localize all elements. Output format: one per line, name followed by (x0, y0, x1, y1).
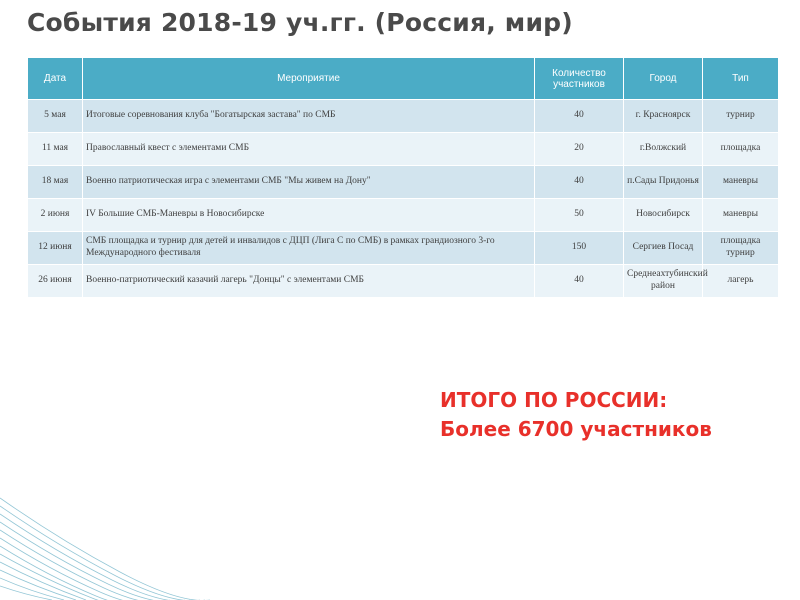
cell-event: Православный квест с элементами СМБ (83, 133, 535, 166)
slide-title: События 2018-19 уч.гг. (Россия, мир) (27, 8, 573, 37)
cell-event: СМБ площадка и турнир для детей и инвалидов с ДЦП (Лига С по СМБ) в рамках грандиозного 3-го Международного фестиваля (83, 232, 535, 265)
cell-city: Среднеахтубинский район (624, 265, 703, 298)
cell-city: п.Сады Придонья (624, 166, 703, 199)
decorative-wave-lines (0, 480, 210, 600)
header-count: Количество участников (535, 58, 624, 100)
table-row (28, 265, 779, 298)
cell-count: 150 (535, 232, 624, 265)
table-row (28, 133, 779, 166)
cell-event: Итоговые соревнования клуба "Богатырская застава" по СМБ (83, 100, 535, 133)
cell-date: 2 июня (28, 199, 83, 232)
cell-date: 12 июня (28, 232, 83, 265)
table-row (28, 100, 779, 133)
cell-date: 26 июня (28, 265, 83, 298)
summary-total: Более 6700 участников (440, 417, 712, 441)
events-table (27, 57, 779, 298)
cell-city: г. Красноярск (624, 100, 703, 133)
table-row (28, 232, 779, 265)
summary-heading: ИТОГО ПО РОССИИ: (440, 388, 668, 412)
cell-count: 20 (535, 133, 624, 166)
cell-event: Военно патриотическая игра с элементами СМБ "Мы живем на Дону" (83, 166, 535, 199)
cell-date: 18 мая (28, 166, 83, 199)
header-date: Дата (28, 58, 83, 100)
cell-type: площадка турнир (703, 232, 779, 265)
header-city: Город (624, 58, 703, 100)
cell-type: маневры (703, 166, 779, 199)
cell-count: 40 (535, 166, 624, 199)
cell-count: 50 (535, 199, 624, 232)
cell-city: Сергиев Посад (624, 232, 703, 265)
cell-city: Новосибирск (624, 199, 703, 232)
cell-type: лагерь (703, 265, 779, 298)
cell-type: турнир (703, 100, 779, 133)
cell-date: 11 мая (28, 133, 83, 166)
summary-block (440, 386, 712, 444)
table-row (28, 199, 779, 232)
table-header-row (28, 58, 779, 100)
cell-event: IV Большие СМБ-Маневры в Новосибирске (83, 199, 535, 232)
cell-count: 40 (535, 265, 624, 298)
cell-count: 40 (535, 100, 624, 133)
header-event: Мероприятие (83, 58, 535, 100)
header-type: Тип (703, 58, 779, 100)
table-row (28, 166, 779, 199)
cell-event: Военно-патриотический казачий лагерь "Донцы" с элементами СМБ (83, 265, 535, 298)
cell-city: г.Волжский (624, 133, 703, 166)
cell-type: маневры (703, 199, 779, 232)
cell-date: 5 мая (28, 100, 83, 133)
cell-type: площадка (703, 133, 779, 166)
